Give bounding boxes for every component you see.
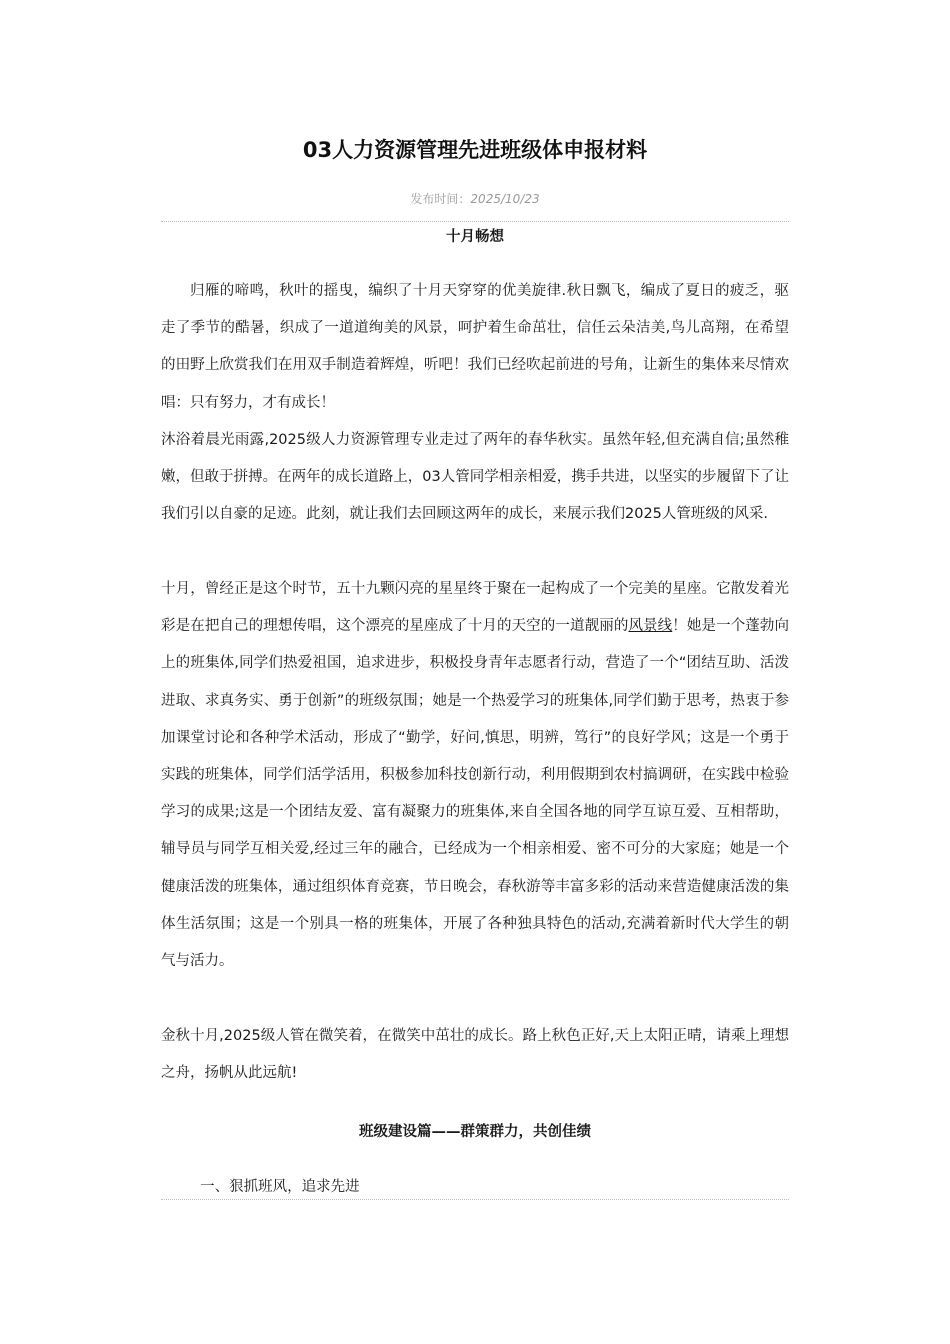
subheading-1: 一、狠抓班风，追求先进 — [200, 1179, 360, 1195]
bottom-divider — [161, 1199, 789, 1200]
paragraph-4: 金秋十月,2025级人管在微笑着，在微笑中茁壮的成长。路上秋色正好,天上太阳正晴，请乘上理想之舟，扬帆从此远航! — [161, 1028, 789, 1082]
paragraph-1: 归雁的啼鸣，秋叶的摇曳，编织了十月天穿穿的优美旋律.秋日飘飞，编成了夏日的疲乏，驱走了季节的酷暑，织成了一道道绚美的风景，呵护着生命茁壮，信任云朵洁美,鸟儿高翔，在希望的田野上欣赏我们在用双手制造着辉煌，听吧！我们已经吹起前进的号角，让新生的集体来尽情欢唱：只有努力，才有成长！ — [161, 283, 789, 411]
section-title-class-building: 班级建设篇——群策群力，共创佳绩 — [359, 1124, 591, 1140]
top-divider — [161, 221, 789, 222]
paragraph-2: 沐浴着晨光雨露,2025级人力资源管理专业走过了两年的春华秋实。虽然年轻,但充满自信;虽然稚嫩，但敢于拼搏。在两年的成长道路上，03人管同学相亲相爱，携手共进，以坚实的步履留下了让我们引以自豪的足迹。此刻，就让我们去回顾这两年的成长，来展示我们2025人管班级的风采. — [161, 432, 789, 523]
publish-date: 2025/10/23 — [470, 192, 540, 206]
paragraph-3 — [161, 571, 789, 980]
publish-meta — [161, 189, 789, 209]
paragraph-3-text-b: ！她是一个蓬勃向上的班集体,同学们热爱祖国，追求进步，积极投身青年志愿者行动，营造了一个“团结互助、活泼进取、求真务实、勇于创新”的班级氛围；她是一个热爱学习的班集体,同学们勤于思考，热衷于参加课堂讨论和各种学术活动，形成了“勤学，好问,慎思，明辨，笃行”的良好学风；这是一个勇于实践的班集体，同学们活学活用，积极参加科技创新行动，利用假期到农村搞调研，在实践中检验学习的成果;这是一个团结友爱、富有凝聚力的班集体,来自全国各地的同学互谅互爱、互相帮助，辅导员与同学互相关爱,经过三年的融合，已经成为一个相亲相爱、密不可分的大家庭；她是一个健康活泼的班集体，通过组织体育竞赛，节日晚会，春秋游等丰富多彩的活动来营造健康活泼的集体生活氛围；这是一个别具一格的班集体，开展了各种独具特色的活动,充满着新时代大学生的朝气与活力。 — [161, 618, 790, 970]
paragraph-3-text-a: 十月，曾经正是这个时节，五十九颗闪亮的星星终于聚在一起构成了一个完美的星座。它散发着光彩是在把自己的理想传唱，这个漂亮的星座成了十月的天空的一道靓丽的 — [161, 581, 789, 635]
section-title-october: 十月畅想 — [446, 229, 504, 245]
scenery-link[interactable]: 风景线 — [628, 618, 673, 635]
publish-label: 发布时间： — [410, 192, 471, 206]
document-title: 03人力资源管理先进班级体申报材料 — [302, 138, 648, 162]
